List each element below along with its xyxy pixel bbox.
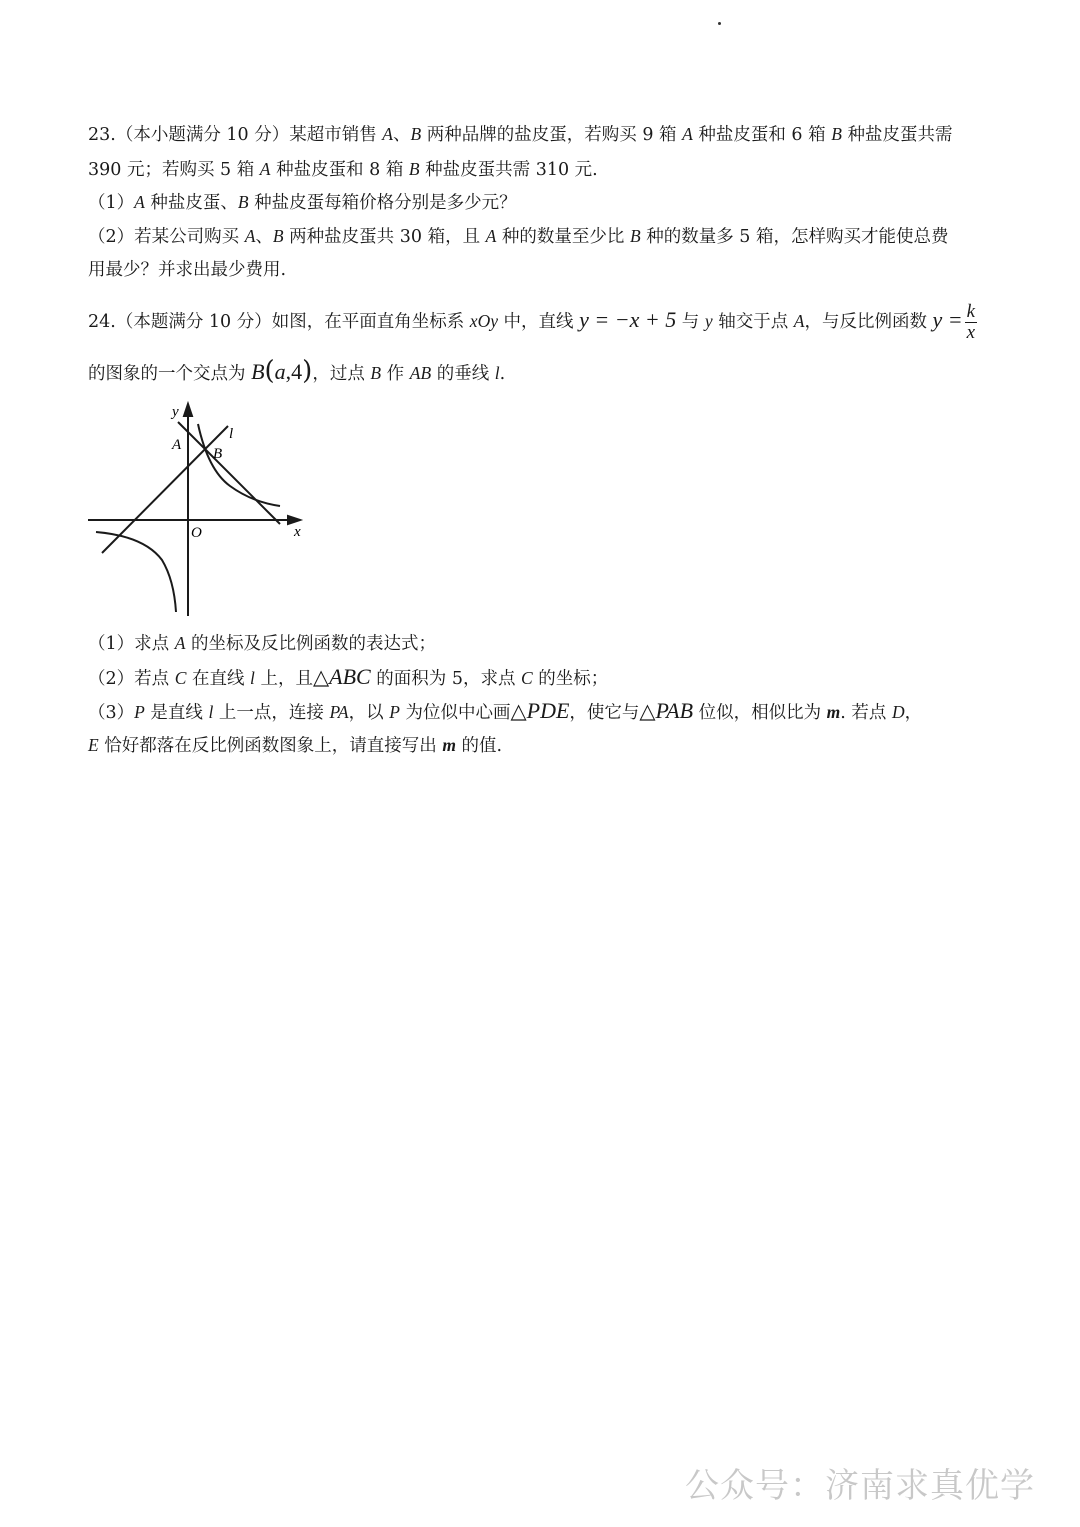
q24-text: （1）求点 bbox=[88, 634, 175, 654]
q24-part1 bbox=[88, 630, 993, 657]
var-P: P bbox=[134, 702, 145, 722]
q23-part2 bbox=[88, 223, 993, 250]
var-P: P bbox=[389, 702, 400, 722]
var-B: B bbox=[370, 363, 382, 383]
watermark: 公众号：济南求真优学 bbox=[685, 1466, 1035, 1506]
q24-line1 bbox=[88, 300, 993, 343]
var-B: B bbox=[272, 226, 284, 246]
q23-text: （2）若某公司购买 bbox=[88, 227, 245, 247]
var-y: y bbox=[704, 311, 713, 331]
var-m: m bbox=[442, 735, 456, 755]
q23-text: 种的数量多 5 箱，怎样购买才能使总费 bbox=[640, 227, 949, 247]
q24-text: 与 bbox=[676, 312, 705, 332]
var-m: m bbox=[826, 702, 841, 722]
q24-line2 bbox=[88, 356, 993, 389]
q24-text: 在直线 bbox=[186, 669, 251, 689]
var-l: l bbox=[250, 668, 255, 688]
q23-text: 、 bbox=[393, 125, 411, 145]
var-A: A bbox=[793, 311, 805, 331]
q23-text: 种的数量至少比 bbox=[496, 227, 630, 247]
var-A: A bbox=[682, 124, 693, 144]
q24-text: 轴交于点 bbox=[712, 312, 794, 332]
var-l: l bbox=[208, 702, 214, 722]
hyperbola-branch-1 bbox=[198, 424, 280, 506]
triangle-symbol: △ bbox=[639, 699, 656, 723]
q24-text: （3） bbox=[88, 703, 135, 723]
q24-text: . 若点 bbox=[840, 703, 892, 723]
var-D: D bbox=[891, 702, 905, 722]
q24-text: 是直线 bbox=[144, 703, 209, 723]
triangle-symbol: △ bbox=[312, 665, 330, 689]
var-B: B bbox=[237, 192, 249, 212]
var-B: B bbox=[410, 124, 422, 144]
q24-text: ，与反比例函数 bbox=[804, 312, 933, 332]
hyperbola-branch-2 bbox=[96, 532, 176, 612]
k-over-x-fraction bbox=[965, 302, 977, 343]
var-C: C bbox=[174, 668, 187, 688]
q23-text: 用最少？并求出最少费用. bbox=[88, 260, 287, 280]
q24-text: 的图象的一个交点为 bbox=[88, 364, 252, 384]
left-paren: ( bbox=[264, 356, 275, 386]
var-a: a bbox=[274, 359, 286, 384]
q24-text: ，使它与 bbox=[569, 703, 640, 723]
q24-part2 bbox=[88, 662, 993, 694]
q24-part3-line2 bbox=[88, 732, 993, 759]
right-paren: ) bbox=[302, 356, 313, 386]
var-AB: AB bbox=[409, 363, 432, 383]
value-4: ,4 bbox=[285, 359, 303, 384]
q24-text: 的坐标； bbox=[532, 669, 609, 689]
q24-text: ，过点 bbox=[312, 364, 371, 384]
q23-text: 23.（本小题满分 10 分）某超市销售 bbox=[88, 125, 383, 145]
q23-text: 种盐皮蛋共需 bbox=[841, 125, 953, 145]
q23-line1 bbox=[88, 121, 993, 148]
q24-text: 中，直线 bbox=[497, 312, 580, 332]
q24-text: . bbox=[499, 364, 506, 384]
q23-text: 种盐皮蛋每箱价格分别是多少元？ bbox=[248, 193, 517, 213]
q23-text: 两种品牌的盐皮蛋，若购买 9 箱 bbox=[421, 125, 683, 145]
q23-line2 bbox=[88, 156, 993, 183]
q23-part2-line2 bbox=[88, 257, 993, 283]
q24-text: 的面积为 5，求点 bbox=[370, 669, 522, 689]
q23-text: （1） bbox=[88, 193, 135, 213]
point-B: B bbox=[251, 359, 265, 384]
q24-text: 的值. bbox=[455, 736, 503, 756]
q24-text: （2）若点 bbox=[88, 669, 175, 689]
q24-text: 上一点，连接 bbox=[213, 703, 330, 723]
var-A: A bbox=[174, 633, 186, 653]
x-axis-arrow bbox=[288, 516, 300, 524]
var-PDE: PDE bbox=[526, 698, 570, 723]
point-A-label: A bbox=[172, 437, 182, 453]
var-C: C bbox=[521, 668, 533, 688]
var-B: B bbox=[408, 159, 420, 179]
q23-text: 、 bbox=[255, 227, 273, 247]
var-E: E bbox=[88, 735, 99, 755]
var-A: A bbox=[485, 226, 497, 246]
line-l-label: l bbox=[229, 426, 234, 442]
q24-text: 24.（本题满分 10 分）如图，在平面直角坐标系 bbox=[88, 312, 470, 332]
coordinate-figure bbox=[82, 398, 312, 623]
point-B-label: B bbox=[213, 446, 223, 462]
line-equation: y = −x + 5 bbox=[579, 307, 677, 332]
fraction-numerator: k bbox=[966, 301, 976, 322]
q24-text: 的坐标及反比例函数的表达式； bbox=[185, 634, 436, 654]
y-axis-arrow bbox=[184, 404, 192, 416]
q24-text: ，以 bbox=[348, 703, 390, 723]
line-l bbox=[102, 426, 228, 553]
var-B: B bbox=[831, 124, 842, 144]
y-axis-label: y bbox=[172, 404, 179, 420]
fraction-denominator: x bbox=[966, 322, 976, 343]
page-speck bbox=[718, 22, 721, 25]
q23-text: 种盐皮蛋和 6 箱 bbox=[692, 125, 832, 145]
q24-text: ， bbox=[904, 703, 923, 723]
var-A: A bbox=[382, 124, 393, 144]
q24-text: 为位似中心画 bbox=[399, 703, 511, 723]
function-lhs: y = bbox=[932, 307, 963, 332]
var-l: l bbox=[494, 363, 500, 383]
var-PAB: PAB bbox=[655, 698, 694, 723]
q24-text: 的垂线 bbox=[431, 364, 495, 384]
var-A: A bbox=[244, 226, 256, 246]
q24-text: 恰好都落在反比例函数图象上，请直接写出 bbox=[98, 736, 443, 756]
q23-text: 种盐皮蛋共需 310 元. bbox=[419, 160, 598, 180]
q23-part1 bbox=[88, 189, 993, 216]
origin-label: O bbox=[191, 525, 202, 541]
var-A: A bbox=[134, 192, 145, 212]
q24-text: 上，且 bbox=[254, 669, 313, 689]
var-PA: PA bbox=[329, 702, 349, 722]
q24-part3 bbox=[88, 696, 993, 728]
q24-text: 作 bbox=[381, 364, 410, 384]
q23-text: 种盐皮蛋、 bbox=[144, 193, 238, 213]
x-axis-label: x bbox=[294, 524, 301, 540]
triangle-symbol: △ bbox=[510, 699, 527, 723]
var-B: B bbox=[629, 226, 641, 246]
var-xOy: xOy bbox=[469, 311, 498, 331]
var-A: A bbox=[259, 159, 271, 179]
q23-text: 种盐皮蛋和 8 箱 bbox=[270, 160, 409, 180]
q23-text: 两种盐皮蛋共 30 箱，且 bbox=[283, 227, 486, 247]
q24-text: 位似，相似比为 bbox=[693, 703, 827, 723]
var-ABC: ABC bbox=[329, 664, 371, 689]
q23-text: 390 元；若购买 5 箱 bbox=[88, 160, 260, 180]
